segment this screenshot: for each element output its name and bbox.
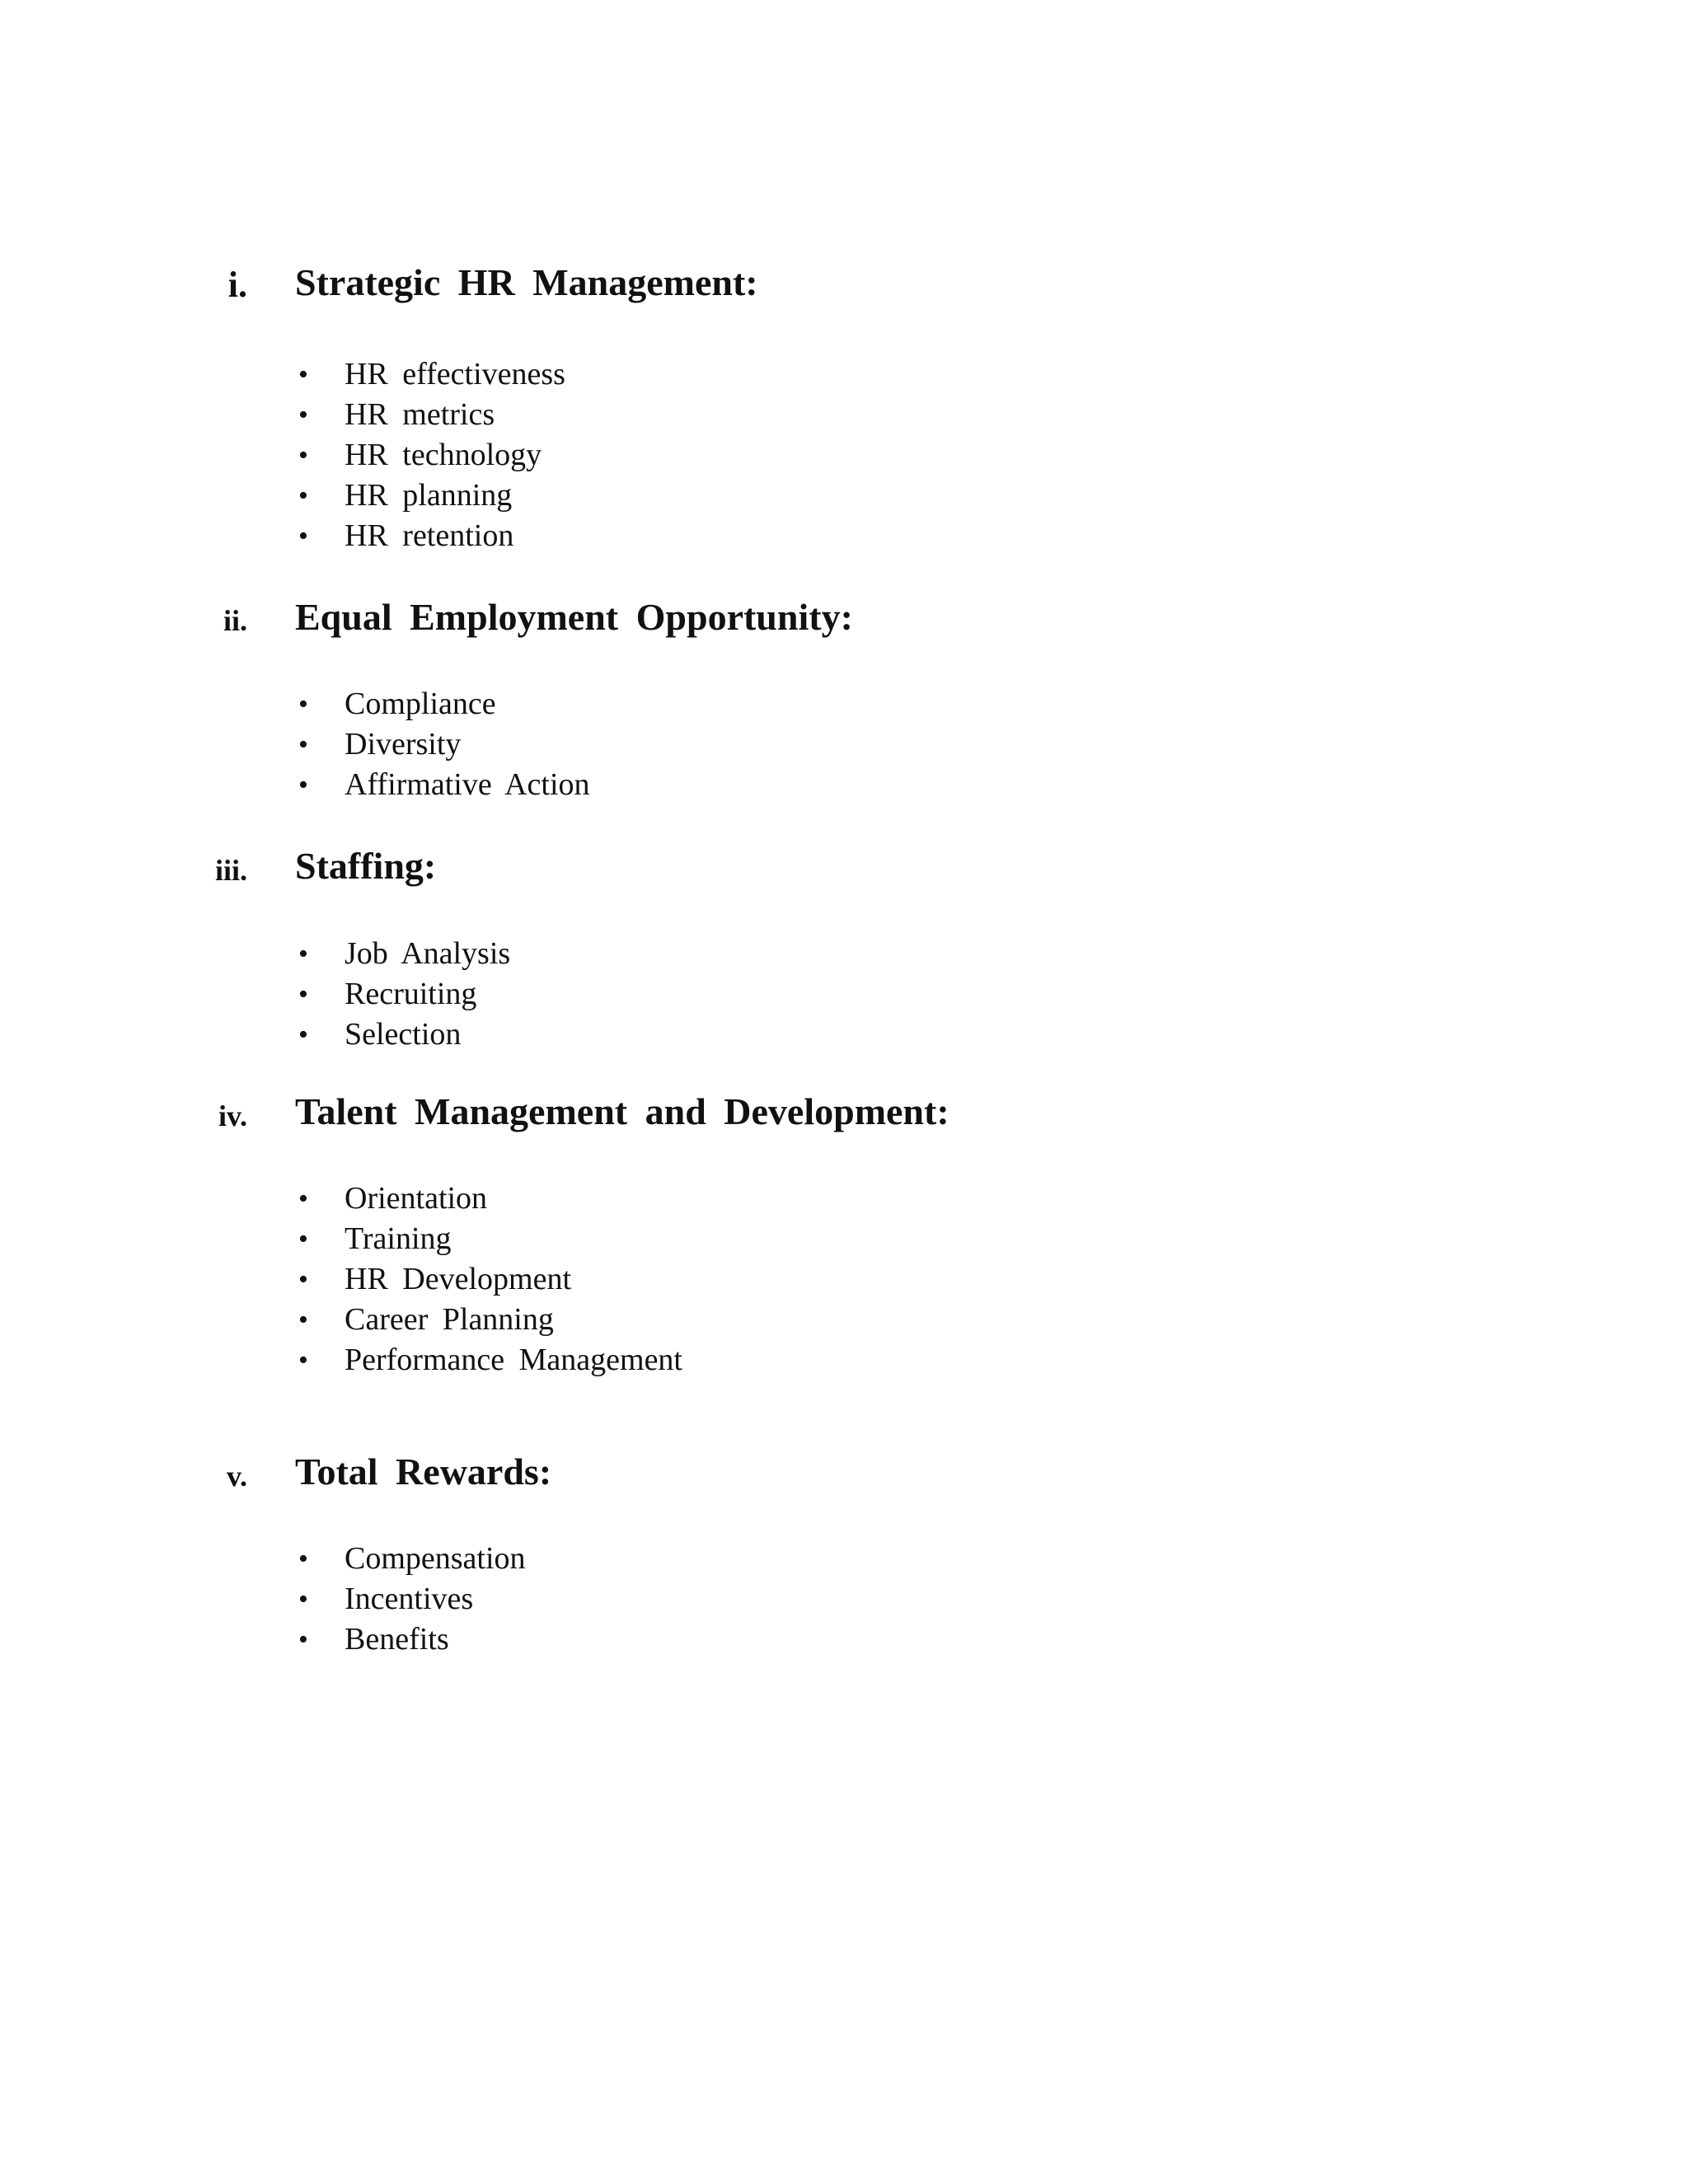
bullet-icon: • [298, 1305, 308, 1335]
bullet-icon: • [298, 521, 308, 551]
list-item-text: HR metrics [345, 397, 495, 432]
bullet-icon: • [298, 1584, 308, 1615]
list-item-text: HR Development [345, 1262, 572, 1296]
list-item-text: Diversity [345, 727, 462, 762]
list-item-text: Job Analysis [345, 936, 511, 971]
bullet-icon: • [298, 1264, 308, 1295]
bullet-icon: • [298, 1624, 308, 1655]
list-item-text: Benefits [345, 1622, 449, 1657]
bullet-icon: • [298, 1345, 308, 1376]
list-item-text: HR technology [345, 438, 542, 472]
list-item-text: HR planning [345, 478, 513, 513]
bullet-icon: • [298, 939, 308, 969]
bullet-icon: • [298, 440, 308, 471]
list-item-text: Incentives [345, 1582, 474, 1616]
list-item-text: Affirmative Action [345, 767, 590, 802]
section-heading: Talent Management and Development: [295, 1090, 950, 1132]
list-item-text: HR effectiveness [345, 357, 565, 391]
bullet-icon: • [298, 729, 308, 760]
section-heading: Strategic HR Management: [295, 261, 758, 303]
bullet-icon: • [298, 979, 308, 1010]
section-numeral: ii. [223, 604, 247, 637]
section-numeral: v. [226, 1460, 247, 1493]
list-item-text: Selection [345, 1017, 462, 1052]
bullet-icon: • [298, 1183, 308, 1214]
bullet-icon: • [298, 689, 308, 719]
section-heading: Total Rewards: [295, 1451, 552, 1493]
section-heading: Equal Employment Opportunity: [295, 596, 853, 638]
list-item-text: Recruiting [345, 977, 477, 1011]
list-item-text: Compensation [345, 1541, 526, 1576]
list-item-text: HR retention [345, 518, 514, 553]
section-numeral: iv. [218, 1099, 247, 1132]
list-item-text: Training [345, 1221, 452, 1256]
bullet-icon: • [298, 1224, 308, 1254]
bullet-icon: • [298, 359, 308, 390]
list-item-text: Orientation [345, 1181, 488, 1216]
bullet-icon: • [298, 1019, 308, 1050]
list-item-text: Compliance [345, 687, 496, 721]
section-numeral: i. [227, 265, 247, 305]
section-numeral: iii. [214, 854, 247, 887]
list-item-text: Career Planning [345, 1302, 554, 1337]
bullet-icon: • [298, 1544, 308, 1574]
bullet-icon: • [298, 770, 308, 800]
bullet-icon: • [298, 400, 308, 430]
bullet-icon: • [298, 480, 308, 511]
section-heading: Staffing: [295, 845, 437, 887]
list-item-text: Performance Management [345, 1343, 682, 1377]
